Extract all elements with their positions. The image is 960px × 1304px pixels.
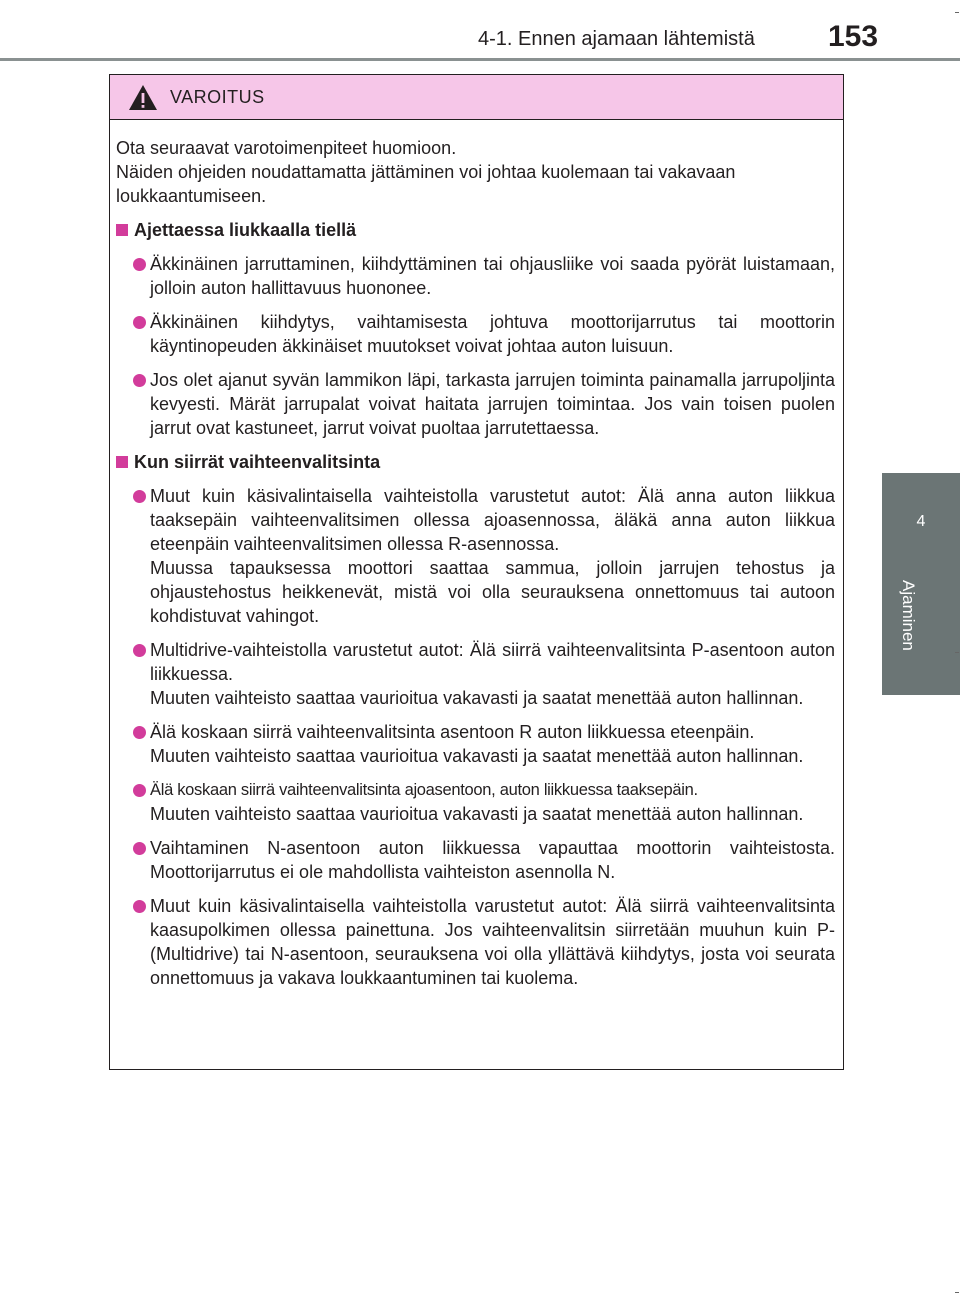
round-bullet-icon xyxy=(133,842,146,855)
bullet-paragraph: Äkkinäinen kiihdytys, vaihtamisesta johtuva moottorijarrutus tai moottorin käyntinopeuden äkkinäiset muutokset voivat johtaa auton luisuun. xyxy=(150,312,835,356)
bullet-text xyxy=(150,368,835,440)
square-bullet-icon xyxy=(116,456,128,468)
bullet-text xyxy=(150,720,835,768)
intro-line: Ota seuraavat varotoimenpiteet huomioon. xyxy=(116,138,457,158)
warning-title: VAROITUS xyxy=(170,87,265,107)
page-number: 153 xyxy=(828,20,879,53)
bullet-text xyxy=(150,484,835,628)
side-tab-label: Ajaminen xyxy=(899,580,918,651)
bullet-text xyxy=(150,894,835,990)
crop-tick xyxy=(955,1292,959,1293)
section-heading xyxy=(116,450,835,474)
bullet-text xyxy=(150,836,835,884)
section-heading xyxy=(116,218,835,242)
round-bullet-icon xyxy=(133,490,146,503)
side-tab-number: 4 xyxy=(916,513,926,530)
round-bullet-icon xyxy=(133,316,146,329)
bullet-paragraph: Muut kuin käsivalintaisella vaihteistolla varustetut autot: Älä anna auton liikkua taaksepäin vaihteenvalitsimen ollessa ajoasennossa, äläkä anna auton liikkua eteenpäin vaihteenvalitsimen ollessa R-asennossa. xyxy=(150,486,835,554)
header-rule xyxy=(0,58,960,61)
chapter-title: 4-1. Ennen ajamaan lähtemistä xyxy=(478,28,755,50)
round-bullet-icon xyxy=(133,258,146,271)
bullet-paragraph: Multidrive-vaihteistolla varustetut autot: Älä siirrä vaihteenvalitsinta P-asentoon auton liikkuessa. xyxy=(150,640,835,684)
bullet-item xyxy=(133,368,835,440)
bullet-paragraph: Muussa tapauksessa moottori saattaa sammua, jolloin jarrujen tehostus ja ohjaustehostus heikkenevät, mistä voi olla seurauksena onnettomuus tai autoon kohdistuvat vahingot. xyxy=(150,558,835,626)
round-bullet-icon xyxy=(133,726,146,739)
bullet-paragraph: Muuten vaihteisto saattaa vaurioitua vakavasti ja saatat menettää auton hallinnan. xyxy=(150,746,804,766)
bullet-paragraph: Älä koskaan siirrä vaihteenvalitsinta ajoasentoon, auton liikkuessa taaksepäin. xyxy=(150,781,698,799)
bullet-paragraph: Jos olet ajanut syvän lammikon läpi, tarkasta jarrujen toiminta painamalla jarrupoljinta kevyesti. Märät jarrupalat voivat haitata jarrujen toimintaa. Jos vain toisen puolen jarrut ovat kastuneet, jarrut voivat puoltaa jarrutettaessa. xyxy=(150,370,835,438)
warning-box xyxy=(109,74,844,1070)
side-tab xyxy=(882,473,960,695)
intro-line: Näiden ohjeiden noudattamatta jättäminen voi johtaa kuolemaan tai vakavaan loukkaantumiseen. xyxy=(116,162,736,206)
round-bullet-icon xyxy=(133,900,146,913)
bullet-item xyxy=(133,894,835,990)
bullet-item xyxy=(133,638,835,710)
bullet-paragraph: Älä koskaan siirrä vaihteenvalitsinta asentoon R auton liikkuessa eteenpäin. xyxy=(150,722,755,742)
bullet-text xyxy=(150,778,835,826)
section-heading-text: Ajettaessa liukkaalla tiellä xyxy=(134,220,357,240)
bullet-item xyxy=(133,720,835,768)
round-bullet-icon xyxy=(133,644,146,657)
bullet-paragraph: Äkkinäinen jarruttaminen, kiihdyttäminen tai ohjausliike voi saada pyörät luistamaan, jolloin auton hallittavuus huononee. xyxy=(150,254,835,298)
bullet-item xyxy=(133,310,835,358)
warning-intro xyxy=(116,136,835,208)
warning-body xyxy=(110,120,843,990)
warning-triangle-icon xyxy=(128,84,158,111)
bullet-item xyxy=(133,836,835,884)
bullet-text xyxy=(150,310,835,358)
bullet-paragraph: Muuten vaihteisto saattaa vaurioitua vakavasti ja saatat menettää auton hallinnan. xyxy=(150,688,804,708)
square-bullet-icon xyxy=(116,224,128,236)
bullet-item xyxy=(133,778,835,826)
crop-tick xyxy=(955,652,959,653)
section-heading-text: Kun siirrät vaihteenvalitsinta xyxy=(134,452,381,472)
crop-tick xyxy=(955,12,959,13)
bullet-item xyxy=(133,484,835,628)
round-bullet-icon xyxy=(133,784,146,797)
bullet-text xyxy=(150,638,835,710)
bullet-paragraph: Muuten vaihteisto saattaa vaurioitua vakavasti ja saatat menettää auton hallinnan. xyxy=(150,804,804,824)
round-bullet-icon xyxy=(133,374,146,387)
bullet-paragraph: Muut kuin käsivalintaisella vaihteistolla varustetut autot: Älä siirrä vaihteenvalitsinta kaasupolkimen ollessa painettuna. Jos vaihteenvalitsin siirretään muuhun kuin P- (Multidrive) tai N-asentoon, seurauksena voi olla yllättävä kiihdytys, josta voi seurata onnettomuus ja vakava loukkaantuminen tai kuolema. xyxy=(150,896,835,988)
bullet-item xyxy=(133,252,835,300)
bullet-paragraph: Vaihtaminen N-asentoon auton liikkuessa vapauttaa moottorin vaihteistosta. Moottorijarrutus ei ole mahdollista vaihteiston asennolla N. xyxy=(150,838,835,882)
warning-header xyxy=(110,75,843,120)
bullet-text xyxy=(150,252,835,300)
